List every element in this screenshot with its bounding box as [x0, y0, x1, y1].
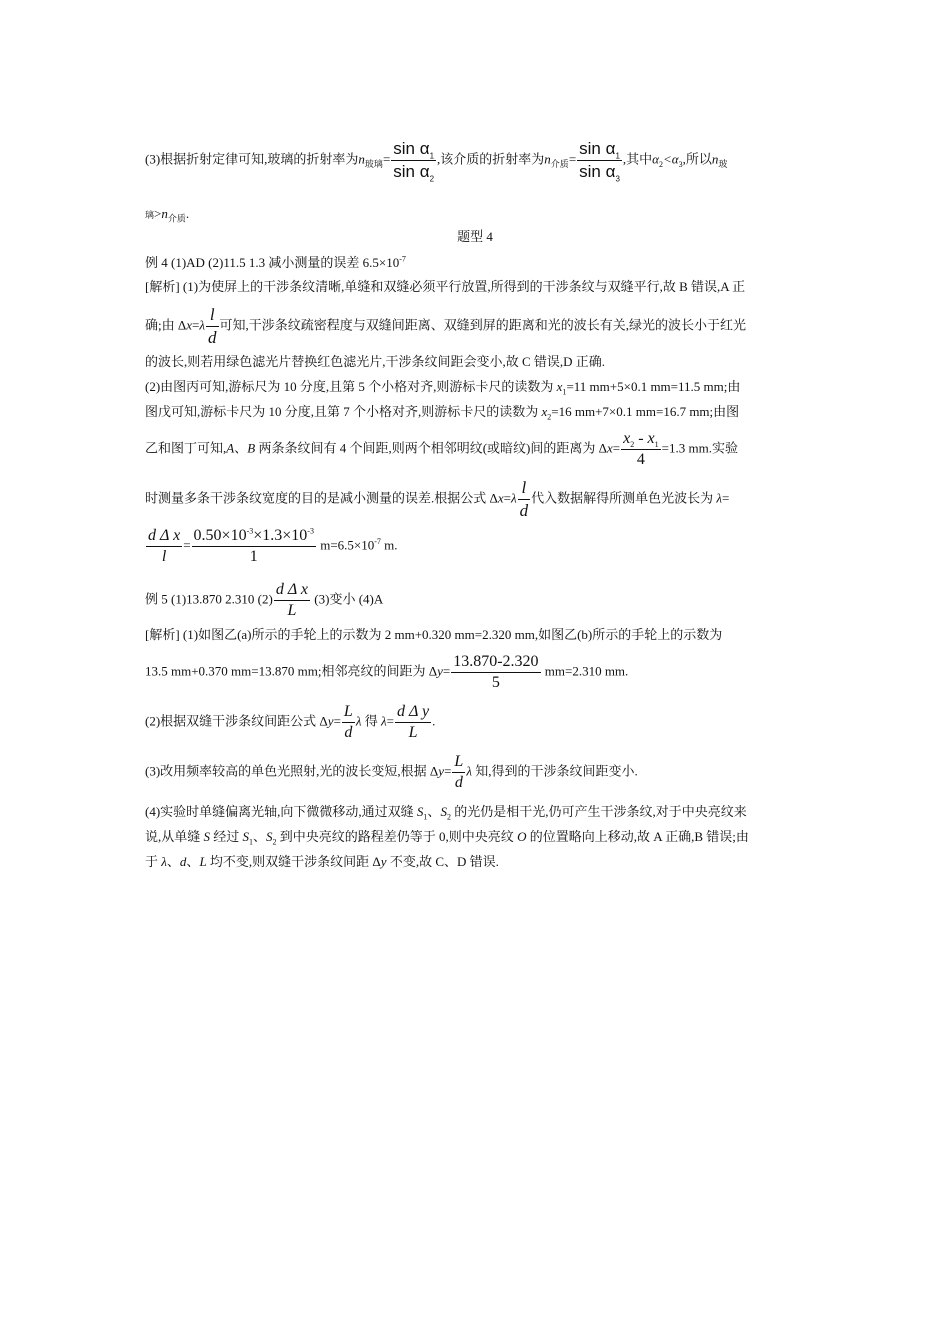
fraction-sin-a1-over-sin-a2	[391, 138, 436, 183]
text: (3)根据折射定律可知,玻璃的折射率为	[145, 151, 359, 167]
text: m.	[380, 537, 398, 553]
text: ,所以	[682, 151, 712, 167]
var-A: A	[226, 440, 235, 456]
subscript: 1	[615, 151, 620, 161]
equals: =	[442, 663, 451, 679]
subscript: 璃	[145, 210, 155, 220]
equals: =	[503, 490, 511, 506]
denominator: 1	[192, 546, 316, 567]
var-O: O	[517, 829, 527, 844]
text: 可知,干涉条纹疏密程度与双缝间距离、双缝到屏的距离和光的波长有关,绿光的波长小于红光	[219, 317, 747, 333]
text: (4)实验时单缝偏离光轴,向下微微移动,通过双缝	[145, 804, 417, 819]
text: 到中央亮纹的路程差仍等于 0,则中央亮纹	[276, 829, 518, 844]
var-x: x	[541, 404, 548, 419]
denominator: l	[146, 546, 182, 567]
numerator: d Δ y	[396, 703, 430, 720]
var-S: S	[416, 804, 424, 819]
equals: =	[333, 713, 341, 729]
var-S: S	[203, 829, 211, 844]
numerator: l	[209, 305, 215, 324]
denominator: 5	[451, 672, 540, 693]
ex4-line-4	[145, 378, 740, 396]
fraction-x2-minus-x1-over-4	[621, 429, 661, 470]
text: 、	[234, 440, 248, 456]
example-4-answer	[145, 254, 406, 272]
text: (2)根据双缝干涉条纹间距公式 Δ	[145, 713, 328, 729]
text: 13.5 mm+0.370 mm=13.870 mm;相邻亮纹的间距为 Δ	[145, 663, 438, 679]
subscript: 2	[429, 174, 435, 184]
equals: =	[192, 317, 200, 333]
numerator: x	[623, 430, 631, 447]
subscript: 1	[423, 812, 428, 822]
denominator: d	[452, 772, 465, 793]
text: m=6.5×10	[316, 537, 375, 553]
subscript: 2	[547, 412, 552, 422]
text: 经过	[210, 829, 243, 844]
numerator: d Δ x	[148, 527, 181, 544]
fraction-d-dx-over-l	[146, 526, 182, 567]
equals: =	[444, 763, 452, 779]
var-B: B	[247, 440, 256, 456]
var-lambda: λ	[161, 854, 167, 869]
text: 两条条纹间有 4 个间距,则两个相邻明纹(或暗纹)间的距离为 Δ	[255, 440, 607, 456]
subscript: 2	[272, 837, 277, 847]
text: 说,从单缝	[145, 829, 204, 844]
subscript: 1	[654, 440, 659, 450]
equals: =	[568, 151, 577, 167]
text: mm=2.310 mm.	[541, 663, 629, 679]
ex4-line-3: 的波长,则若用绿色滤光片替换红色滤光片,干涉条纹间距会变小,故 C 错误,D 正确.	[145, 354, 606, 369]
ex5-line-2	[145, 652, 628, 693]
subscript: 3	[615, 174, 620, 184]
numerator: - x	[634, 430, 655, 447]
fraction-d-dy-over-L	[395, 702, 431, 743]
numerator: L	[454, 753, 464, 770]
subscript: 1	[429, 151, 435, 161]
subscript: 2	[630, 440, 635, 450]
text: 均不变,则双缝干涉条纹间距 Δ	[206, 854, 381, 869]
var-x: x	[186, 317, 193, 333]
var-lambda: λ	[199, 317, 205, 333]
equals: =	[722, 490, 730, 506]
fraction-l-over-d	[206, 304, 219, 349]
var-lambda: λ	[511, 490, 517, 506]
var-y: y	[438, 763, 445, 779]
text: 、	[253, 829, 267, 844]
var-S: S	[440, 804, 447, 819]
var-lambda: λ	[466, 763, 472, 779]
equals: =	[386, 713, 394, 729]
denominator: d	[342, 722, 355, 743]
text: 知,得到的干涉条纹间距变小.	[471, 763, 638, 779]
equals: =	[382, 151, 391, 167]
text: (3)变小 (4)A	[311, 591, 384, 607]
text: 确;由 Δ	[145, 317, 187, 333]
text: <α	[663, 151, 679, 167]
var-y: y	[327, 713, 334, 729]
subscript: 2	[659, 160, 663, 170]
ex4-line-7	[145, 477, 729, 522]
denominator: d	[519, 501, 529, 520]
ex5-line-3	[145, 702, 435, 743]
var-y: y	[380, 854, 387, 869]
ex5-line-7	[145, 853, 499, 871]
text: 例 4 (1)AD (2)11.5 1.3 减小测量的误差 6.5×10	[145, 255, 400, 270]
var-x: x	[556, 379, 563, 394]
denominator: L	[274, 600, 310, 621]
ex4-line-8	[145, 526, 398, 567]
text: 的位置略向上移动,故 A 正确,B 错误;由	[526, 829, 749, 844]
text: 代入数据解得所测单色光波长为	[531, 490, 717, 506]
text: 不变,故 C、D 错误.	[386, 854, 499, 869]
text: 得	[361, 713, 381, 729]
text: 、	[186, 854, 200, 869]
text: ,其中	[622, 151, 653, 167]
text: 时测量多条干涉条纹宽度的目的是减小测量的误差.根据公式 Δ	[145, 490, 498, 506]
text: .	[185, 206, 190, 221]
text: .	[432, 713, 436, 729]
subscript: 1	[249, 837, 254, 847]
text: 例 5 (1)13.870 2.310 (2)	[145, 591, 273, 607]
numerator: L	[343, 703, 353, 720]
text: =11 mm+5×0.1 mm=11.5 mm;由	[566, 379, 741, 394]
example-5-answer	[145, 580, 383, 621]
numerator: ×1.3×10	[253, 527, 308, 544]
text: 乙和图丁可知,	[145, 440, 227, 456]
numerator: 0.50×10	[193, 527, 247, 544]
denominator: sin α	[579, 162, 616, 181]
ex5-line-1: [解析] (1)如图乙(a)所示的手轮上的示数为 2 mm+0.320 mm=2.320 mm,如图乙(b)所示的手轮上的示数为	[145, 627, 723, 642]
var-lambda: λ	[355, 713, 362, 729]
refraction-line-2	[145, 205, 189, 224]
superscript: -3	[246, 526, 254, 536]
refraction-line-1	[145, 138, 727, 183]
text: =1.3 mm.实验	[661, 440, 738, 456]
var-L: L	[199, 854, 207, 869]
fraction-d-dx-over-L	[274, 580, 310, 621]
subscript: 介质	[167, 213, 186, 224]
ex5-line-5	[145, 803, 747, 821]
ex4-line-2	[145, 304, 746, 349]
subscript: 1	[562, 387, 567, 397]
numerator: sin α	[579, 139, 616, 158]
var-d: d	[179, 854, 187, 869]
denominator: 4	[621, 449, 661, 470]
text: ,该介质的折射率为	[437, 151, 545, 167]
superscript: -3	[307, 526, 314, 536]
subscript: 介质	[550, 159, 569, 170]
equals: =	[612, 440, 621, 456]
equals: =	[183, 537, 191, 553]
fraction-L-over-d	[342, 702, 355, 743]
fraction-L-over-d	[452, 752, 465, 793]
numerator: l	[521, 478, 527, 497]
ex4-line-1: [解析] (1)为使屏上的干涉条纹清晰,单缝和双缝必须平行放置,所得到的干涉条纹与双缝平行,故 B 错误,A 正	[145, 279, 746, 294]
text: 于	[145, 854, 162, 869]
numerator: 13.870-2.320	[453, 653, 539, 670]
text: (2)由图丙可知,游标尺为 10 分度,且第 5 个小格对齐,则游标卡尺的读数为	[145, 379, 557, 394]
var-n: n	[358, 151, 365, 167]
var-S: S	[266, 829, 273, 844]
var-x: x	[606, 440, 613, 456]
subscript: 玻	[718, 159, 728, 170]
fraction-numeric	[451, 652, 540, 693]
denominator: L	[395, 722, 431, 743]
text: 、	[166, 854, 180, 869]
text: =16 mm+7×0.1 mm=16.7 mm;由图	[551, 404, 740, 419]
denominator: sin α	[393, 162, 430, 181]
superscript: -7	[399, 254, 406, 264]
var-S: S	[242, 829, 250, 844]
var-x: x	[497, 490, 504, 506]
ex4-line-5	[145, 403, 739, 421]
superscript: -7	[374, 537, 381, 547]
fraction-l-over-d	[518, 477, 531, 522]
ex5-line-6	[145, 828, 749, 846]
text: 、	[427, 804, 441, 819]
text: >	[154, 206, 162, 221]
text: 图戊可知,游标卡尺为 10 分度,且第 7 个小格对齐,则游标卡尺的读数为	[145, 404, 542, 419]
var-lambda: λ	[716, 490, 723, 506]
var-lambda: λ	[380, 713, 387, 729]
numerator: sin α	[393, 139, 430, 158]
ex4-line-6	[145, 429, 738, 470]
denominator: d	[208, 328, 217, 347]
ex5-line-4	[145, 752, 638, 793]
var-n: n	[711, 151, 719, 167]
section-heading: 题型 4	[457, 229, 493, 244]
text: 的光仍是相干光,仍可产生干涉条纹,对于中央亮纹来	[450, 804, 747, 819]
fraction-sin-a1-over-sin-a3	[577, 138, 622, 183]
var-n: n	[161, 206, 168, 221]
var-alpha: α	[652, 151, 659, 167]
subscript: 玻璃	[364, 159, 383, 170]
numerator: d Δ x	[275, 581, 309, 598]
subscript: 3	[678, 160, 683, 170]
fraction-numeric	[192, 526, 316, 567]
var-n: n	[544, 151, 551, 167]
text: (3)改用频率较高的单色光照射,光的波长变短,根据 Δ	[145, 763, 439, 779]
var-y: y	[437, 663, 443, 679]
subscript: 2	[446, 812, 451, 822]
